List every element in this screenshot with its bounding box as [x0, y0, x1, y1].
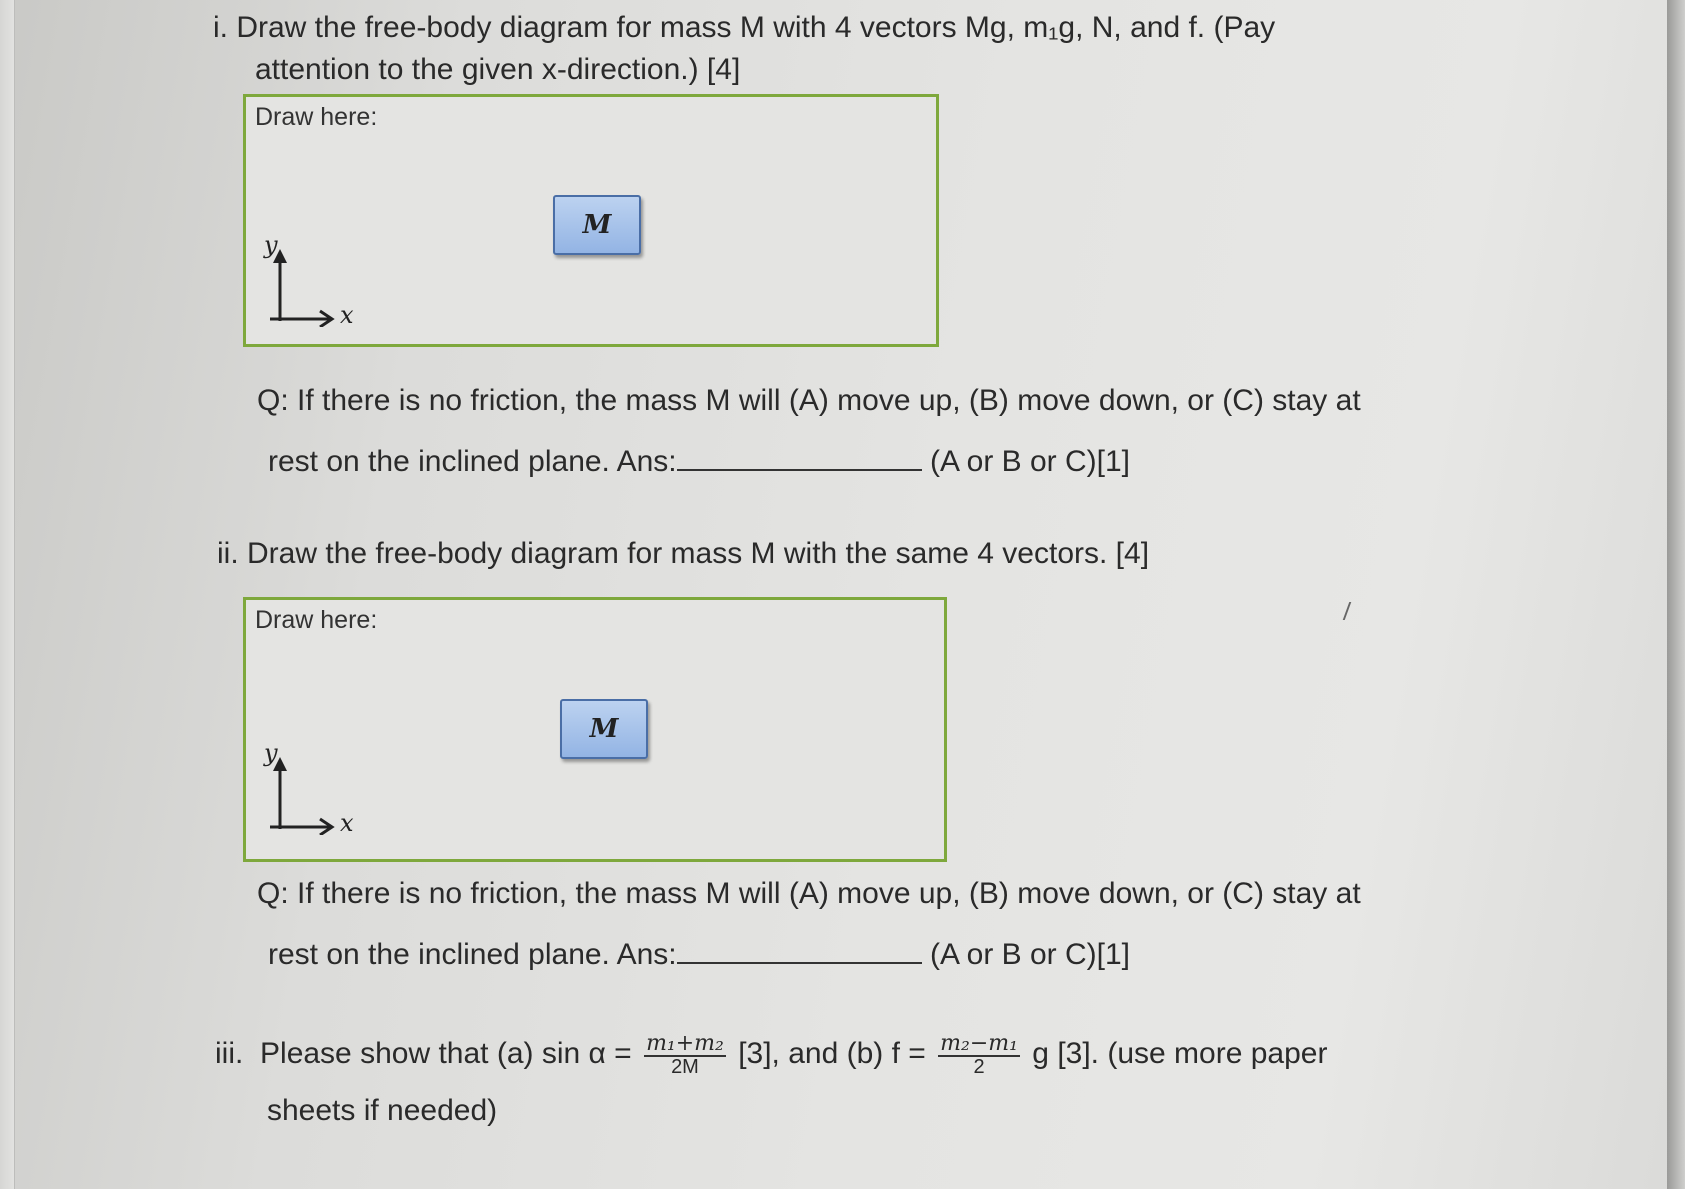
- part-ii-ans-hint: (A or B or C)[1]: [929, 938, 1131, 971]
- part-i-line1: [213, 10, 1275, 46]
- mass-block-i: M: [553, 195, 641, 255]
- part-ii-text: Draw the free-body diagram for mass M with the same 4 vectors. [4]: [247, 537, 1150, 570]
- part-i-ans-label: rest on the inclined plane. Ans:: [268, 445, 677, 478]
- axis-y-label-ii: y: [264, 745, 278, 767]
- part-i-question-line1: Q: If there is no friction, the mass M will (A) move up, (B) move down, or (C) stay at: [257, 384, 1361, 417]
- fraction-a-numerator: m₁+m₂: [646, 1031, 724, 1056]
- part-i-ans-hint: (A or B or C)[1]: [929, 445, 1131, 478]
- fraction-b-numerator: m₂−m₁: [940, 1031, 1018, 1056]
- page-left-edge: [0, 0, 15, 1189]
- part-i-text: Draw the free-body diagram for mass M with 4 vectors Mg, m₁g, N, and f. (Pay: [236, 11, 1276, 44]
- part-ii-question-line1: Q: If there is no friction, the mass M will (A) move up, (B) move down, or (C) stay at: [257, 877, 1361, 910]
- part-iii-line2: sheets if needed): [267, 1094, 498, 1127]
- answer-blank-i[interactable]: [677, 445, 922, 471]
- answer-blank-ii[interactable]: [677, 938, 922, 964]
- part-i-question-line2: [268, 444, 1130, 480]
- part-ii-question-line2: [268, 937, 1130, 973]
- axes-icon-i: [260, 237, 370, 327]
- part-iii-text-c: g [3]. (use more paper: [1032, 1036, 1328, 1070]
- page-right-edge: [1667, 0, 1685, 1189]
- part-i-line2: attention to the given x-direction.) [4]: [255, 53, 741, 86]
- fraction-a-denominator: 2M: [671, 1056, 699, 1079]
- draw-box-ii-label: Draw here:: [255, 606, 378, 634]
- part-i-roman: i.: [213, 11, 228, 44]
- part-ii-ans-label: rest on the inclined plane. Ans:: [268, 938, 677, 971]
- fraction-a: [644, 1032, 726, 1078]
- part-ii-line1: [217, 536, 1149, 572]
- axis-x-label-i: x: [340, 301, 354, 327]
- axis-x-label-ii: x: [340, 809, 354, 835]
- draw-box-ii[interactable]: [243, 597, 947, 862]
- fraction-b: [938, 1032, 1020, 1078]
- part-iii-roman: iii.: [215, 1036, 244, 1070]
- part-ii-roman: ii.: [217, 537, 239, 570]
- part-iii-text-b: [3], and (b) f =: [738, 1036, 926, 1070]
- pen-mark: [1343, 602, 1356, 620]
- draw-box-i[interactable]: [243, 94, 939, 347]
- part-iii-line1: [215, 1032, 1327, 1078]
- fraction-b-denominator: 2: [973, 1056, 985, 1079]
- axis-y-label-i: y: [264, 237, 278, 259]
- mass-block-ii: M: [560, 699, 648, 759]
- part-iii-text-a: Please show that (a) sin α =: [260, 1036, 632, 1070]
- draw-box-i-label: Draw here:: [255, 103, 378, 131]
- axes-icon-ii: [260, 745, 370, 835]
